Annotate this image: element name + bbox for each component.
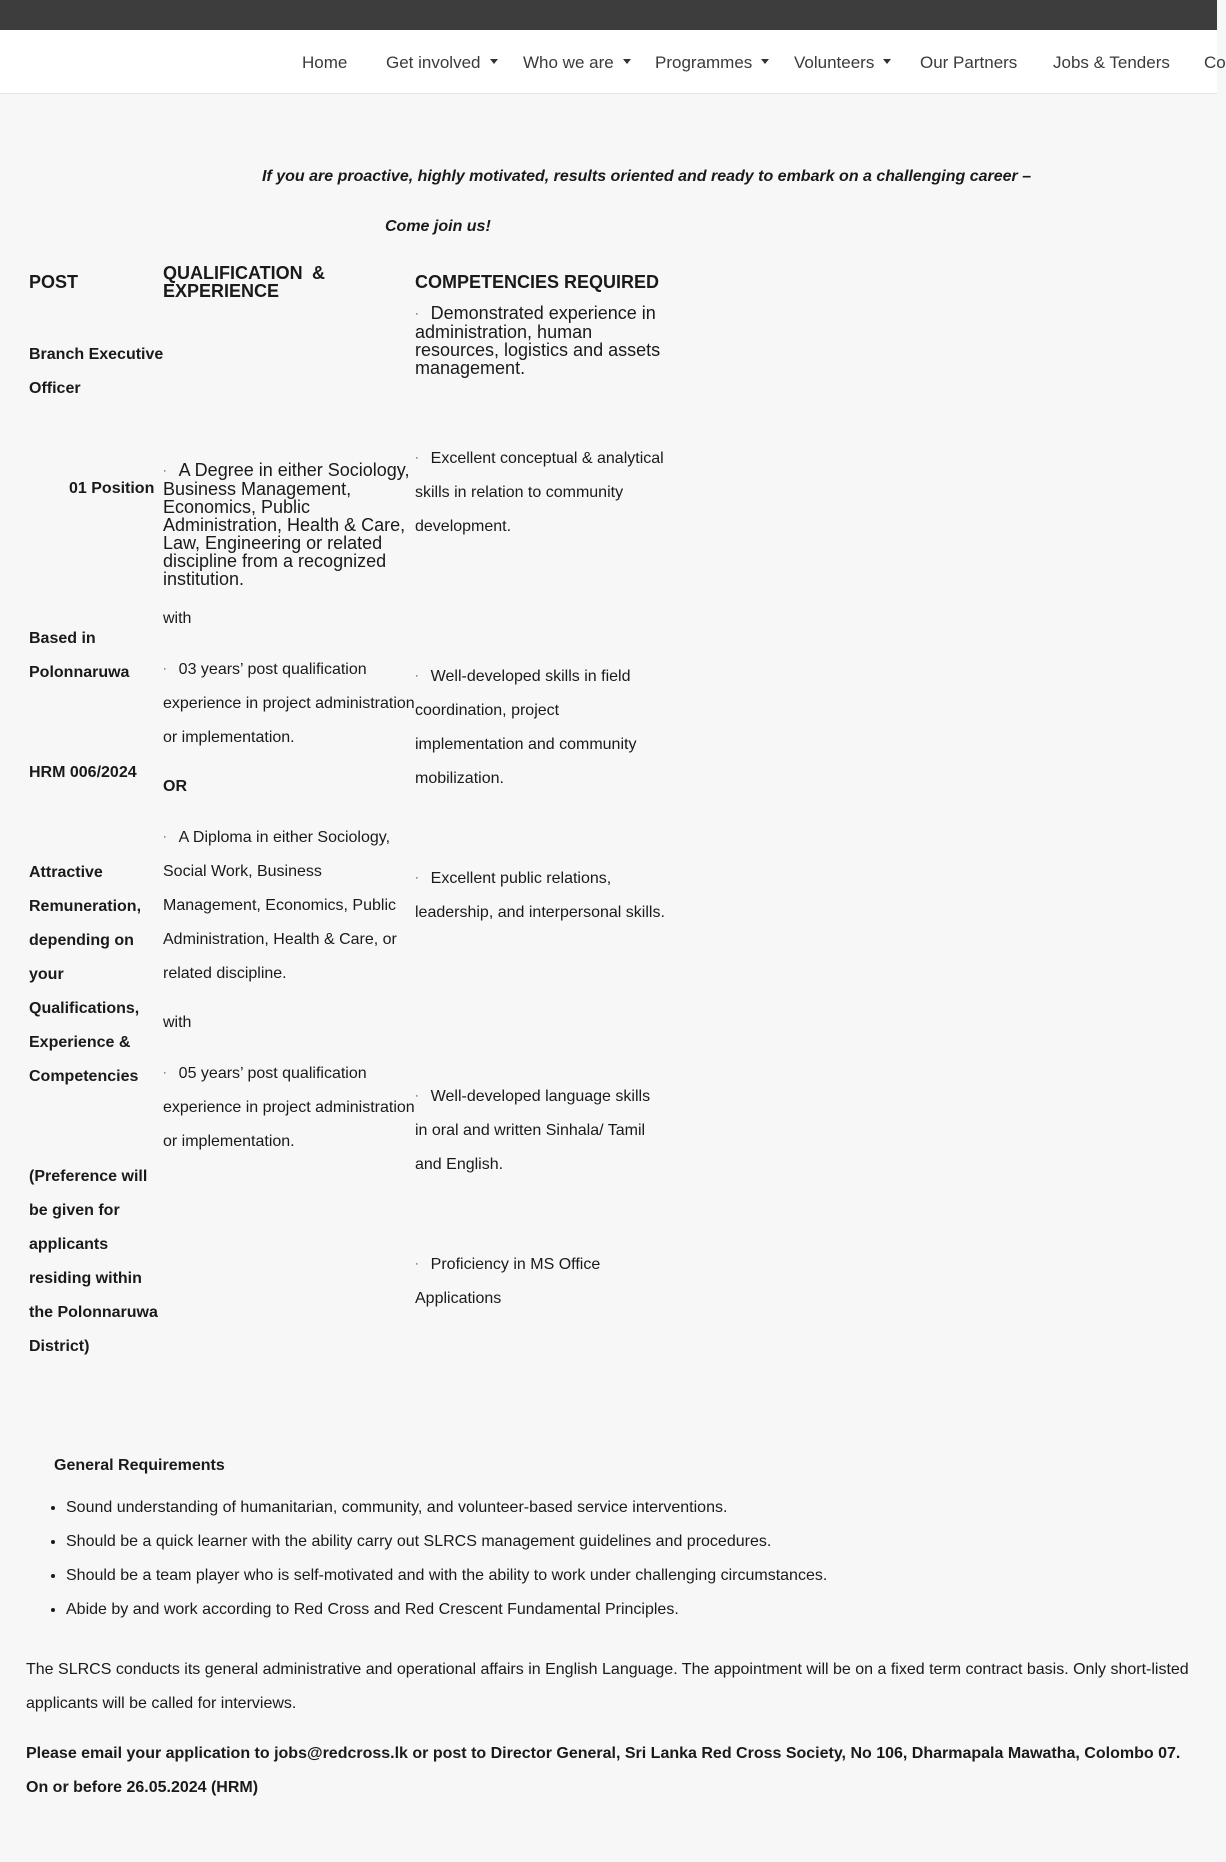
qualification-diploma xyxy=(163,820,415,991)
remuneration-line: Competencies xyxy=(29,1068,139,1085)
competency-6-text: Proficiency in MS Office Applications xyxy=(415,1256,601,1307)
competency-3 xyxy=(415,659,665,796)
nav-contact[interactable] xyxy=(1204,53,1226,73)
caret-down-icon xyxy=(490,59,498,64)
qualification-or: OR xyxy=(163,778,187,795)
post-based-2: Polonnaruwa xyxy=(29,664,130,681)
nav-our-partners-label: Our Partners xyxy=(920,53,1018,72)
bullet-dot-icon: · xyxy=(163,663,167,675)
list-item: • Abide by and work according to Red Cross and Red Crescent Fundamental Principles. xyxy=(66,1593,827,1627)
nav-get-involved-label: Get involved xyxy=(386,53,481,72)
remuneration-line: Attractive xyxy=(29,864,103,881)
qualification-diploma-text: A Diploma in either Sociology, Social Work, Business Management, Economics, Public Administration, Health & Care, or related discipline. xyxy=(163,829,397,982)
competency-2 xyxy=(415,441,665,544)
bullet-dot-icon: · xyxy=(415,1090,419,1102)
nav-jobs-tenders-label: Jobs & Tenders xyxy=(1053,53,1170,72)
competency-5 xyxy=(415,1079,665,1182)
nav-volunteers-label: Volunteers xyxy=(794,53,875,72)
nav-our-partners[interactable] xyxy=(920,53,1017,73)
list-item: • Should be a quick learner with the ability carry out SLRCS management guidelines and procedures. xyxy=(66,1525,827,1559)
header-competencies: COMPETENCIES REQUIRED xyxy=(415,272,660,292)
qualification-experience-2 xyxy=(163,1056,415,1159)
application-instructions: Please email your application to jobs@redcross.lk or post to Director General, Sri Lanka Red Cross Society, No 106, Dharmapala Mawatha, Colombo 07. On or before 26.05.2024 (HRM) xyxy=(26,1745,1181,1796)
post-reference: HRM 006/2024 xyxy=(29,764,137,781)
nav-home-label: Home xyxy=(302,53,348,72)
post-title-1: Branch Executive xyxy=(29,346,164,363)
competency-3-text: Well-developed skills in field coordination, project implementation and community mobilization. xyxy=(415,668,637,787)
bullet-dot-icon: · xyxy=(163,831,167,843)
remuneration-line: Qualifications, xyxy=(29,1000,140,1017)
remuneration-line: Experience & xyxy=(29,1034,131,1051)
competency-6 xyxy=(415,1247,665,1316)
nav-get-involved[interactable] xyxy=(386,53,498,73)
requirements-title: General Requirements xyxy=(54,1457,225,1474)
remuneration-line: depending on xyxy=(29,932,134,949)
list-item: • Sound understanding of humanitarian, community, and volunteer-based service interventions. xyxy=(66,1491,827,1525)
intro-line-1: If you are proactive, highly motivated, results oriented and ready to embark on a challenging career – xyxy=(262,168,1032,185)
preference-line: be given for xyxy=(29,1202,120,1219)
main-navigation xyxy=(0,30,1226,94)
caret-down-icon xyxy=(883,59,891,64)
competency-5-text: Well-developed language skills in oral and written Sinhala/ Tamil and English. xyxy=(415,1088,651,1173)
post-positions: 01 Position xyxy=(69,480,155,497)
preference-line: District) xyxy=(29,1338,90,1355)
nav-who-we-are[interactable] xyxy=(523,53,631,73)
bullet-dot-icon: · xyxy=(415,308,419,320)
header-post: POST xyxy=(29,272,79,292)
nav-who-we-are-label: Who we are xyxy=(523,53,614,72)
bullet-dot-icon: · xyxy=(163,1067,167,1079)
qualification-experience-1 xyxy=(163,652,415,755)
preference-line: (Preference will xyxy=(29,1168,148,1185)
qualification-degree-text: A Degree in either Sociology, Business Management, Economics, Public Administration, Health & Care, Law, Engineering or related discipline from a recognized institution. xyxy=(163,460,410,589)
nav-home[interactable] xyxy=(302,53,347,73)
intro-line-2: Come join us! xyxy=(385,218,491,235)
post-title-2: Officer xyxy=(29,380,81,397)
list-item: • Should be a team player who is self-motivated and with the ability to work under challenging circumstances. xyxy=(66,1559,827,1593)
bullet-dot-icon: · xyxy=(415,452,419,464)
qualification-with-1: with xyxy=(163,610,192,627)
preference-line: the Polonnaruwa xyxy=(29,1304,158,1321)
header-qualification: QUALIFICATION & EXPERIENCE xyxy=(163,263,325,301)
remuneration-line: your xyxy=(29,966,64,983)
caret-down-icon xyxy=(623,59,631,64)
nav-contact-label: Co xyxy=(1204,53,1226,72)
competency-1-text: Demonstrated experience in administration, human resources, logistics and assets management. xyxy=(415,303,661,378)
preference-line: residing within xyxy=(29,1270,142,1287)
competency-4-text: Excellent public relations, leadership, and interpersonal skills. xyxy=(415,870,665,921)
requirements-list xyxy=(36,1491,827,1627)
qualification-experience-1-text: 03 years’ post qualification experience in project administration or implementation. xyxy=(163,661,415,746)
remuneration-line: Remuneration, xyxy=(29,898,142,915)
bullet-dot-icon: · xyxy=(415,670,419,682)
nav-programmes-label: Programmes xyxy=(655,53,753,72)
competency-2-text: Excellent conceptual & analytical skills in relation to community development. xyxy=(415,450,664,535)
bullet-dot-icon: · xyxy=(415,872,419,884)
top-bar xyxy=(0,0,1217,30)
qualification-with-2: with xyxy=(163,1014,192,1031)
bullet-dot-icon: · xyxy=(163,465,167,477)
language-note: The SLRCS conducts its general administrative and operational affairs in English Language. The appointment will be on a fixed term contract basis. Only short-listed applicants will be called for interviews. xyxy=(26,1661,1189,1712)
competency-1 xyxy=(415,304,675,377)
nav-jobs-tenders[interactable] xyxy=(1053,53,1170,73)
nav-programmes[interactable] xyxy=(655,53,769,73)
qualification-experience-2-text: 05 years’ post qualification experience in project administration or implementation. xyxy=(163,1065,415,1150)
qualification-degree xyxy=(163,461,415,588)
nav-volunteers[interactable] xyxy=(794,53,891,73)
competency-4 xyxy=(415,861,665,930)
bullet-dot-icon: · xyxy=(415,1258,419,1270)
post-based-1: Based in xyxy=(29,630,96,647)
caret-down-icon xyxy=(761,59,769,64)
preference-line: applicants xyxy=(29,1236,109,1253)
